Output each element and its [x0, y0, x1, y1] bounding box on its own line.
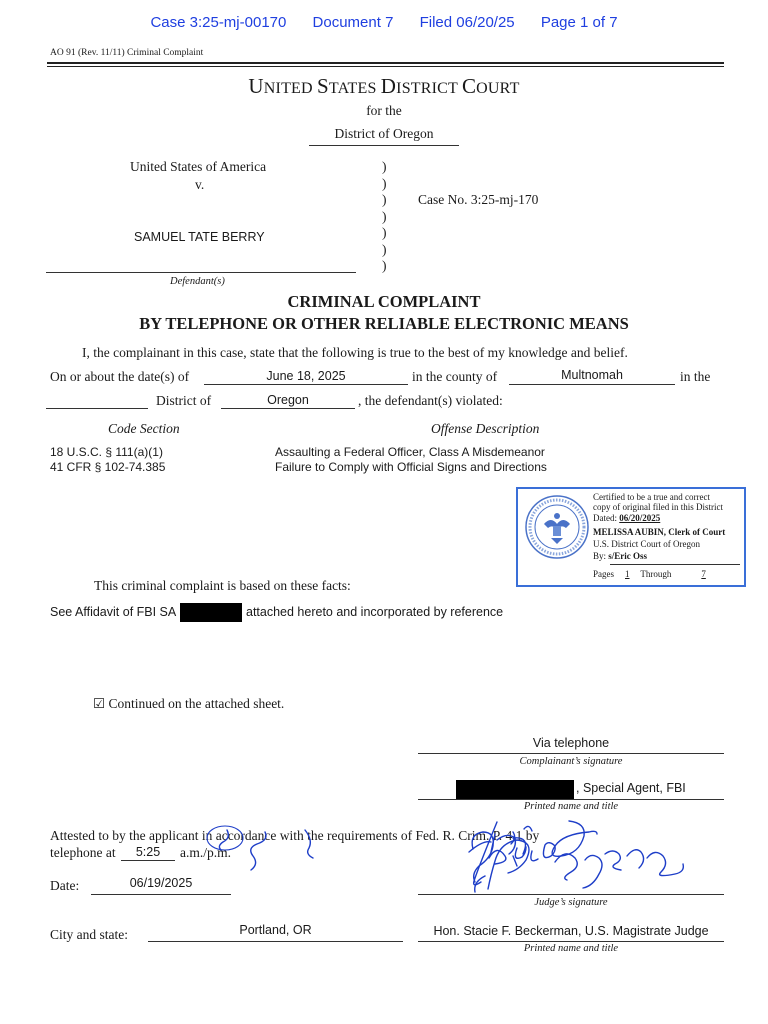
- complainant-printed-label: Printed name and title: [523, 801, 619, 812]
- ecf-header: [0, 14, 768, 31]
- city-state: Portland, OR: [239, 923, 312, 937]
- on-about-label: On or about the date(s) of: [50, 369, 190, 384]
- form-id: AO 91 (Rev. 11/11) Criminal Complaint: [50, 48, 204, 58]
- stamp-clerk: MELISSA AUBIN, Clerk of Court: [593, 527, 726, 537]
- in-the-label: in the: [680, 369, 711, 384]
- stamp-by-underline: [610, 564, 740, 565]
- blank-underline: [46, 408, 148, 409]
- complainant-signature-line: [418, 753, 724, 754]
- caption-parens: ) ) ) ) ) ) ): [382, 159, 387, 273]
- judge-printed-name: Hon. Stacie F. Beckerman, U.S. Magistrate Judge: [433, 924, 709, 938]
- for-the: for the: [366, 103, 402, 118]
- time-underline: [121, 860, 175, 861]
- stamp-pages: Pages 1 Through 7: [593, 569, 706, 579]
- judge-printed-label: Printed name and title: [523, 943, 619, 954]
- date-label: Date:: [50, 878, 80, 893]
- complainant-signature-label: Complainant’s signature: [519, 756, 623, 767]
- header-page: Page 1 of 7: [540, 14, 618, 31]
- stamp-by: By: s/Eric Oss: [593, 551, 648, 561]
- telephone-at-label: telephone at: [50, 845, 116, 860]
- stamp-court: U.S. District Court of Oregon: [593, 539, 700, 549]
- city-state-label: City and state:: [50, 927, 128, 942]
- header-case-number: Case 3:25-mj-00170: [150, 14, 287, 31]
- affidavit-suffix: attached hereto and incorporated by reference: [246, 605, 504, 619]
- court-seal-icon: [524, 494, 590, 560]
- redaction-agent-name: [180, 603, 242, 622]
- stamp-line-2: copy of original filed in this District: [593, 502, 723, 512]
- offense-desc-2: Failure to Comply with Official Signs and Directions: [275, 460, 547, 474]
- defendant-underline: [46, 272, 356, 273]
- complainant-printed-name: , Special Agent, FBI: [576, 781, 686, 795]
- violated-label: , the defendant(s) violated:: [358, 393, 503, 408]
- facts-basis: This criminal complaint is based on these facts:: [94, 578, 351, 593]
- county-label: in the county of: [412, 369, 498, 384]
- case-number: Case No. 3:25-mj-170: [418, 192, 539, 207]
- offense-code-1: 18 U.S.C. § 111(a)(1): [50, 445, 163, 459]
- offense-date-underline: [204, 384, 408, 385]
- court-title: UNITED STATES DISTRICT COURT: [248, 74, 520, 98]
- district-fill: Oregon: [267, 393, 309, 407]
- attestation-time: 5:25: [135, 845, 161, 859]
- offense-date: June 18, 2025: [266, 369, 346, 383]
- affidavit-prefix: See Affidavit of FBI SA: [50, 605, 177, 619]
- continued-label: Continued on the attached sheet.: [108, 696, 285, 711]
- judge-name-line: [418, 941, 724, 942]
- defendant-label: Defendant(s): [170, 276, 225, 287]
- attestation-text: Attested to by the applicant in accordance with the requirements of Fed. R. Crim. P. 4.1 by: [50, 828, 540, 843]
- complaint-title: CRIMINAL COMPLAINT: [287, 292, 481, 311]
- district-fill-underline: [221, 408, 355, 409]
- certification-stamp: [516, 487, 746, 587]
- header-filed-date: Filed 06/20/25: [419, 14, 515, 31]
- district-underline: [309, 145, 459, 146]
- stamp-dated: Dated: 06/20/2025: [593, 513, 661, 523]
- county: Multnomah: [561, 368, 623, 382]
- header-document: Document 7: [312, 14, 394, 31]
- redaction-complainant-name: [456, 780, 574, 799]
- judge-signature-label: Judge’s signature: [534, 897, 608, 908]
- versus: v.: [195, 177, 205, 192]
- complainant-name-line: [418, 799, 724, 800]
- district-name: District of Oregon: [334, 126, 434, 141]
- continued-checkbox: [93, 696, 284, 712]
- judge-signature-line: [418, 894, 724, 895]
- stamp-line-1: Certified to be a true and correct: [593, 492, 710, 502]
- attestation-date: 06/19/2025: [129, 876, 193, 890]
- complainant-signature: Via telephone: [532, 736, 610, 750]
- city-state-underline: [148, 941, 403, 942]
- offense-desc-1: Assaulting a Federal Officer, Class A Misdemeanor: [275, 445, 545, 459]
- plaintiff: United States of America: [130, 159, 267, 174]
- district-of-label: District of: [156, 393, 212, 408]
- offense-code-2: 41 CFR § 102-74.385: [50, 460, 166, 474]
- intro-statement: I, the complainant in this case, state that the following is true to the best of my knowledge and belief.: [82, 345, 628, 360]
- code-section-header: Code Section: [108, 421, 180, 436]
- complaint-subtitle: BY TELEPHONE OR OTHER RELIABLE ELECTRONIC MEANS: [139, 314, 629, 333]
- defendant-name: SAMUEL TATE BERRY: [134, 230, 265, 244]
- header-rule: [47, 62, 724, 64]
- ampm-label: a.m./p.m.: [180, 845, 231, 860]
- checkbox-checked-icon: ☑: [93, 696, 106, 711]
- county-underline: [509, 384, 675, 385]
- judge-handwritten-signature: [195, 818, 695, 900]
- offense-description-header: Offense Description: [431, 421, 540, 436]
- header-rule-thin: [47, 66, 724, 67]
